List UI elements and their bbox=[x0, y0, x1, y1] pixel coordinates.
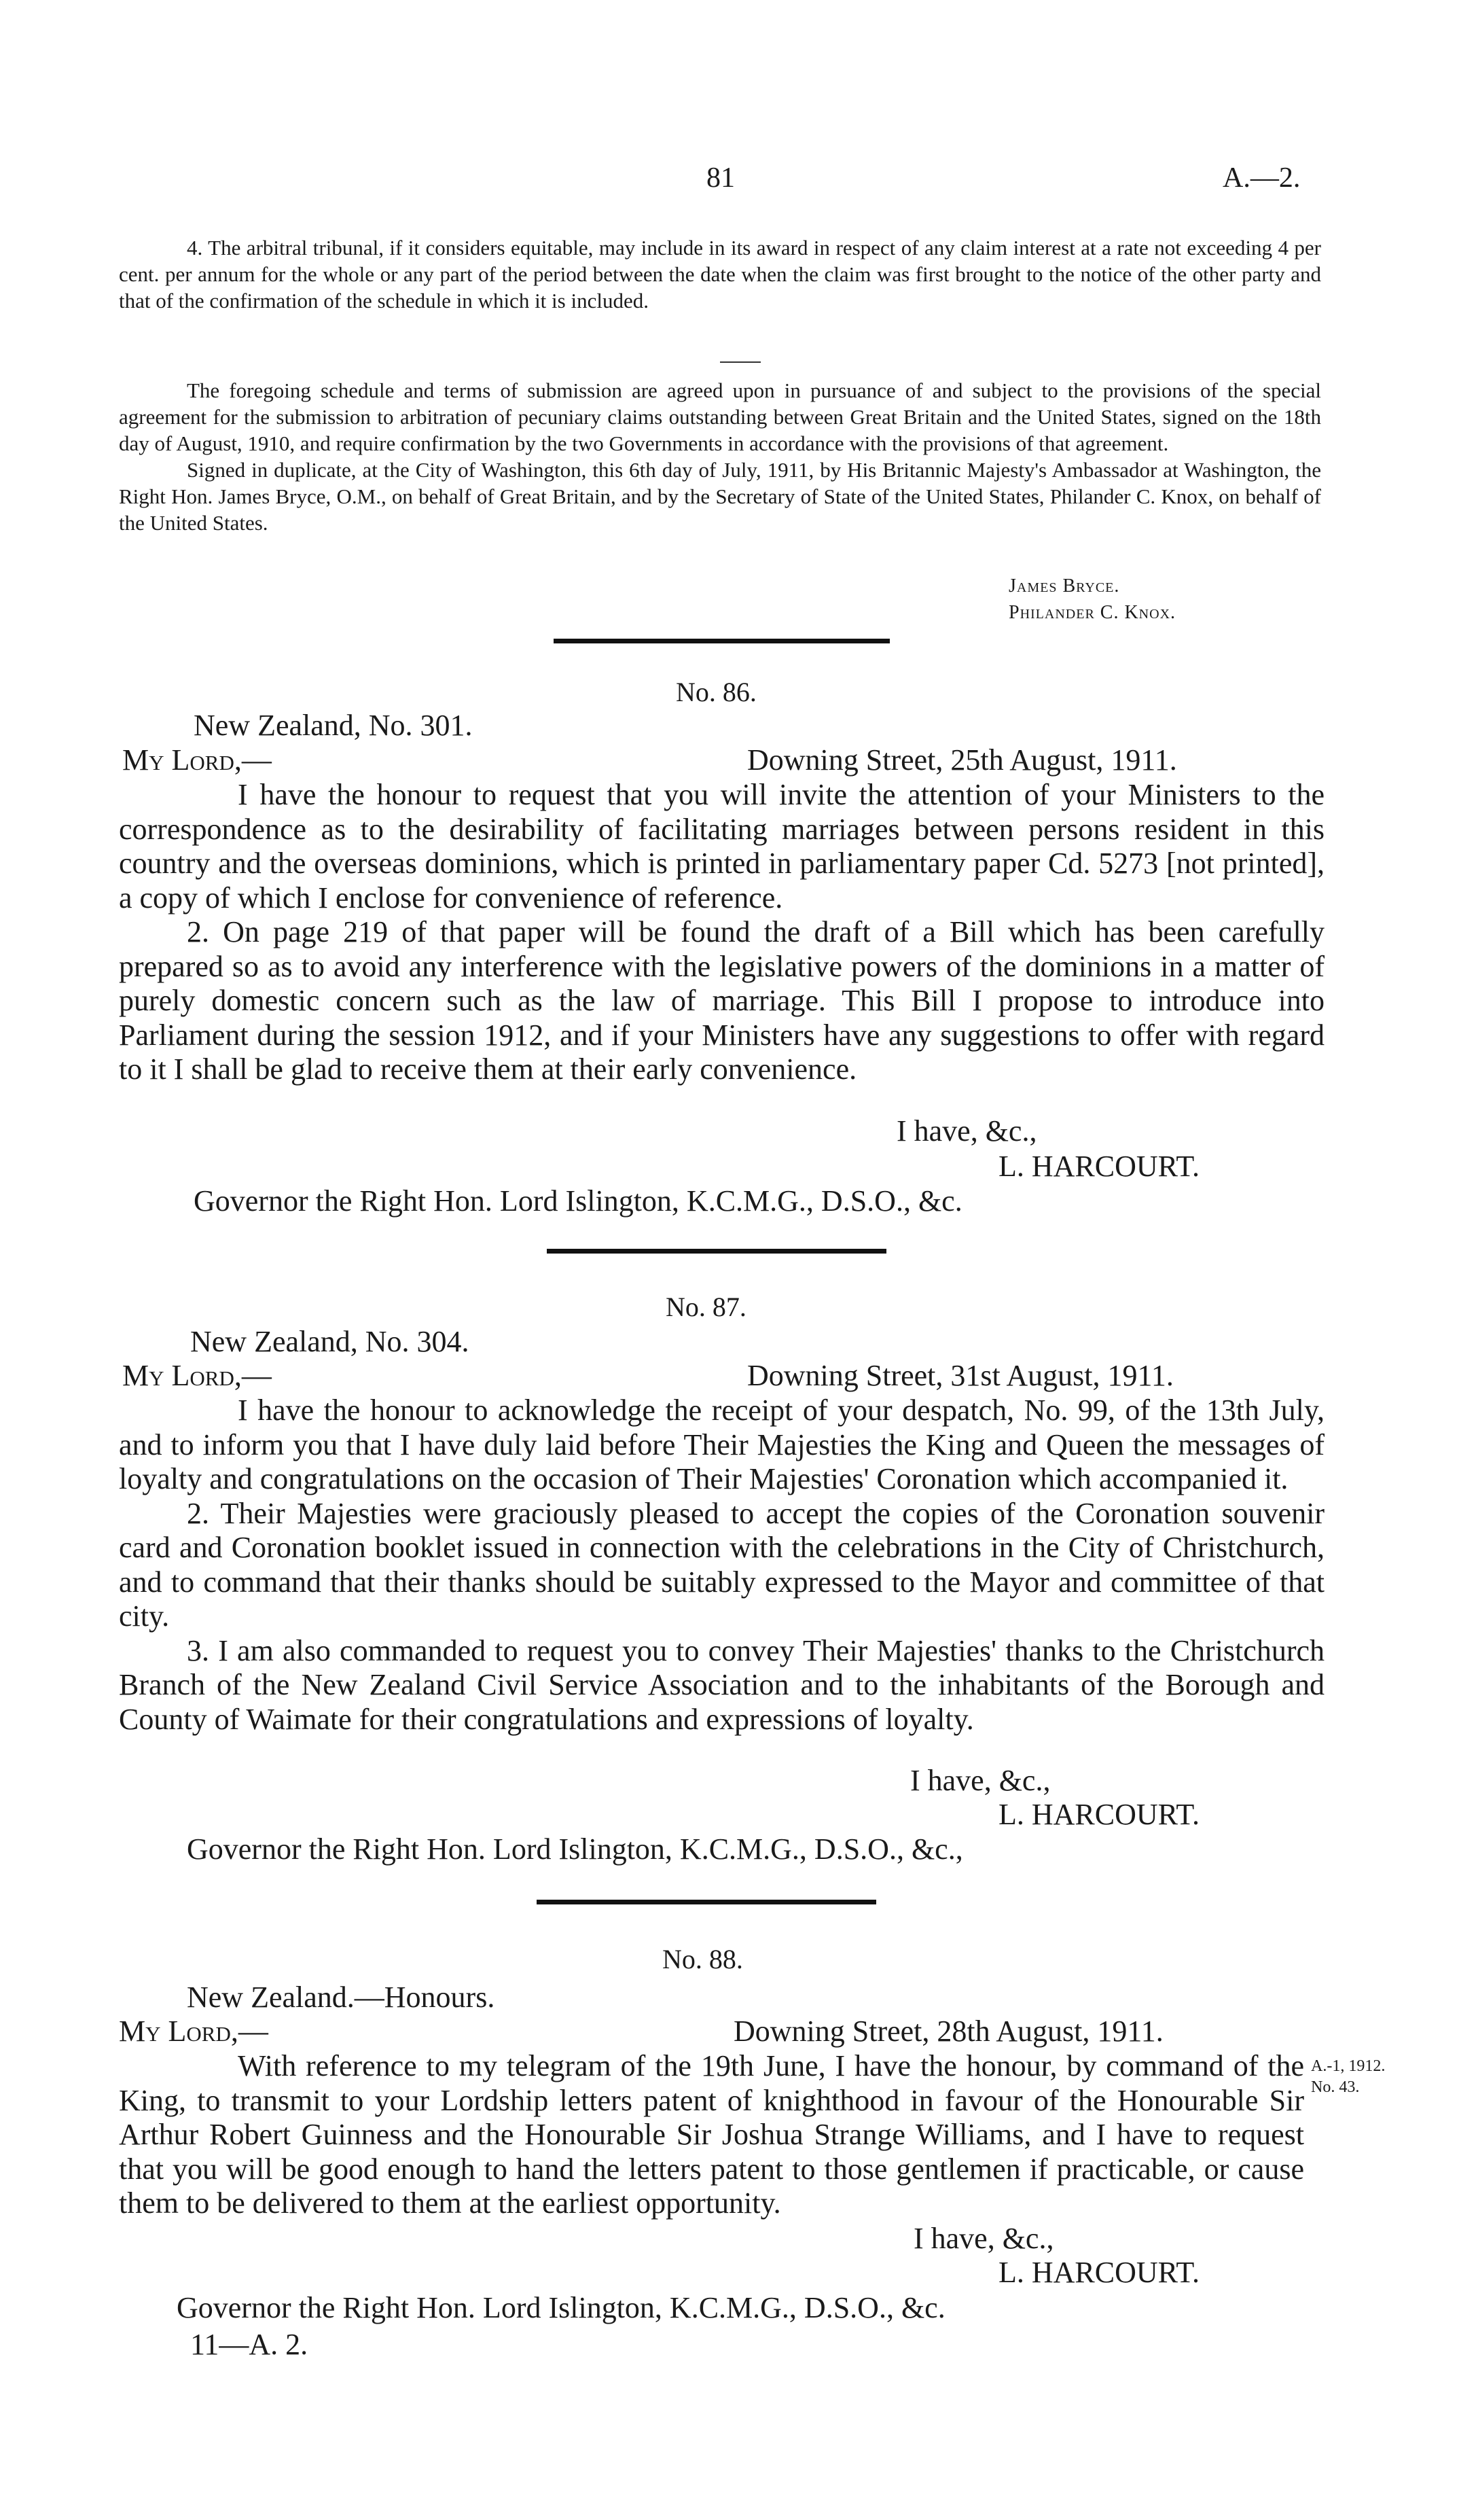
section-divider bbox=[554, 639, 890, 643]
letter-87-paragraph-3: 3. I am also commanded to request you to convey Their Majesties' thanks to the Christchurch Branch of the New Zealand Civil Service Association and to the inhabitants of the Borough and County of Waimate for their congratulations and expressions of loyalty. bbox=[119, 1633, 1325, 1736]
letter-86-paragraph-2: 2. On page 219 of that paper will be found the draft of a Bill which has been carefully prepared so as to avoid any interference with the legislative powers of the dominions in a matter of purely domestic concern such as the law of marriage. This Bill I propose to introduce into Parliament during the session 1912, and if your Ministers have any suggestions to offer with regard to it I shall be glad to receive them at their early convenience. bbox=[119, 915, 1325, 1086]
letter-87-signature: L. HARCOURT. bbox=[998, 1798, 1200, 1831]
signature-knox: Philander C. Knox. bbox=[1009, 602, 1176, 623]
margin-note-line-2: No. 43. bbox=[1311, 2078, 1360, 2096]
letter-87-closing: I have, &c., bbox=[910, 1764, 1051, 1797]
letter-86-signature: L. HARCOURT. bbox=[998, 1150, 1200, 1183]
letter-88-signature: L. HARCOURT. bbox=[998, 2256, 1200, 2289]
section-divider bbox=[547, 1249, 886, 1254]
letter-87-reference: New Zealand, No. 304. bbox=[190, 1325, 469, 1358]
letter-87-place-date: Downing Street, 31st August, 1911. bbox=[747, 1359, 1174, 1392]
margin-note-line-1: A.-1, 1912. bbox=[1311, 2057, 1386, 2075]
letter-86-reference: New Zealand, No. 301. bbox=[194, 709, 473, 742]
letter-87-body bbox=[119, 1394, 1325, 1737]
signed-paragraph: Signed in duplicate, at the City of Washington, this 6th day of July, 1911, by His Britannic Majesty's Ambassador at Washington, the Right Hon. James Bryce, O.M., on behalf of Great Britain, and by the Secretary of State of the United States, Philander C. Knox, on behalf of the United States. bbox=[119, 458, 1321, 535]
short-divider bbox=[720, 361, 761, 363]
schedule-clause-4: 4. The arbitral tribunal, if it considers equitable, may include in its award in respect of any claim interest at a rate not exceeding 4 per cent. per annum for the whole or any part of the period between the date when the claim was first brought to the notice of the other party and that of the confirmation of the schedule in which it is included. bbox=[119, 236, 1321, 313]
section-divider bbox=[537, 1900, 876, 1904]
letter-88-paragraph-1: With reference to my telegram of the 19th June, I have the honour, by command of the King, to transmit to your Lordship letters patent of knighthood in favour of the Honourable Sir Arthur Robert Guinness and the Honourable Sir Joshua Strange Williams, and I have to request that you will be good enough to hand the letters patent to those gentlemen if practicable, or cause them to be delivered to them at the earliest opportunity. bbox=[119, 2049, 1304, 2220]
letter-88-addressee: Governor the Right Hon. Lord Islington, K.C.M.G., D.S.O., &c. bbox=[177, 2291, 946, 2324]
signature-mark: 11—A. 2. bbox=[190, 2328, 308, 2361]
letter-number-86: No. 86. bbox=[676, 677, 757, 707]
letter-88-body bbox=[119, 2049, 1304, 2221]
document-reference: A.—2. bbox=[1223, 162, 1301, 194]
agreement-paragraph: The foregoing schedule and terms of submission are agreed upon in pursuance of and subject to the provisions of the special agreement for the submission to arbitration of pecuniary claims outstanding between Great Britain and the United States, signed on the 18th day of August, 1910, and require confirmation by the two Governments in accordance with the provisions of that agreement. bbox=[119, 378, 1321, 455]
letter-86-body bbox=[119, 778, 1325, 1087]
page-number: 81 bbox=[706, 162, 735, 194]
letter-number-87: No. 87. bbox=[666, 1292, 746, 1322]
letter-88-closing: I have, &c., bbox=[914, 2222, 1054, 2255]
letter-88-place-date: Downing Street, 28th August, 1911. bbox=[734, 2015, 1164, 2048]
letter-86-salutation: My Lord,— bbox=[122, 743, 272, 777]
letter-86-addressee: Governor the Right Hon. Lord Islington, K.C.M.G., D.S.O., &c. bbox=[194, 1184, 962, 1218]
letter-88-reference: New Zealand.—Honours. bbox=[187, 1981, 495, 2014]
letter-88-salutation: My Lord,— bbox=[119, 2015, 268, 2048]
letter-86-place-date: Downing Street, 25th August, 1911. bbox=[747, 743, 1177, 777]
letter-number-88: No. 88. bbox=[662, 1944, 743, 1974]
agreement-text bbox=[119, 377, 1321, 536]
letter-86-paragraph-1: I have the honour to request that you will invite the attention of your Ministers to the correspondence as to the desirability of facilitating marriages between persons resident in this country and the overseas dominions, which is printed in parliamentary paper Cd. 5273 [not printed], a copy of which I enclose for convenience of reference. bbox=[119, 778, 1325, 915]
letter-87-addressee: Governor the Right Hon. Lord Islington, K.C.M.G., D.S.O., &c., bbox=[187, 1832, 963, 1866]
letter-86-closing: I have, &c., bbox=[897, 1114, 1037, 1148]
letter-87-salutation: My Lord,— bbox=[122, 1359, 272, 1392]
signature-bryce: James Bryce. bbox=[1009, 575, 1120, 597]
letter-87-paragraph-1: I have the honour to acknowledge the receipt of your despatch, No. 99, of the 13th July, and to inform you that I have duly laid before Their Majesties the King and Queen the messages of loyalty and congratulations on the occasion of Their Majesties' Coronation which accompanied it. bbox=[119, 1394, 1325, 1495]
letter-87-paragraph-2: 2. Their Majesties were graciously pleased to accept the copies of the Coronation souvenir card and Coronation booklet issued in connection with the celebrations in the City of Christchurch, and to command that their thanks should be suitably expressed to the Mayor and committee of that city. bbox=[119, 1496, 1325, 1633]
